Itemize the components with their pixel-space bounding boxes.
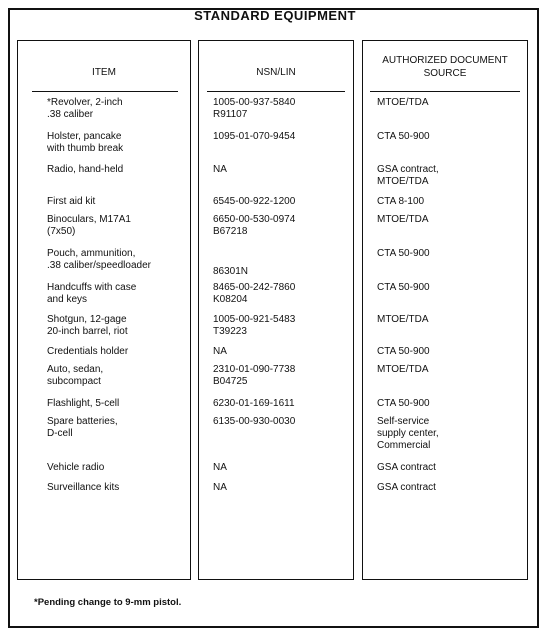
nsn-cell: 8465-00-242-7860 K08204 bbox=[213, 282, 296, 305]
item-cell: First aid kit bbox=[47, 196, 96, 207]
source-cell: GSA contract bbox=[377, 462, 436, 473]
source-cell: Self-service supply center, Commercial bbox=[377, 416, 439, 451]
footnote: *Pending change to 9-mm pistol. bbox=[34, 597, 182, 608]
item-cell: Surveillance kits bbox=[47, 482, 120, 493]
nsn-cell: 86301N bbox=[213, 266, 249, 277]
nsn-cell: 6545-00-922-1200 bbox=[213, 196, 296, 207]
source-cell: CTA 50-900 bbox=[377, 248, 430, 259]
source-cell: CTA 50-900 bbox=[377, 398, 430, 409]
nsn-header: NSN/LIN bbox=[256, 67, 296, 78]
nsn-cell: 1005-00-937-5840 R91107 bbox=[213, 97, 296, 120]
nsn-cell: NA bbox=[213, 462, 227, 473]
nsn-cell: 1095-01-070-9454 bbox=[213, 131, 296, 142]
source-cell: CTA 50-900 bbox=[377, 282, 430, 293]
nsn-cell: NA bbox=[213, 346, 227, 357]
nsn-cell: NA bbox=[213, 164, 227, 175]
nsn-cell: NA bbox=[213, 482, 227, 493]
nsn-header-rule bbox=[207, 91, 345, 92]
item-cell: Holster, pancake with thumb break bbox=[47, 131, 124, 154]
item-cell: Auto, sedan, subcompact bbox=[47, 364, 104, 387]
item-cell: Pouch, ammunition, .38 caliber/speedloader bbox=[47, 248, 151, 271]
source-cell: MTOE/TDA bbox=[377, 214, 429, 225]
nsn-cell: 2310-01-090-7738 B04725 bbox=[213, 364, 296, 387]
page-title: STANDARD EQUIPMENT bbox=[194, 8, 356, 23]
source-cell: CTA 50-900 bbox=[377, 346, 430, 357]
item-cell: *Revolver, 2-inch .38 caliber bbox=[47, 97, 123, 120]
source-header: AUTHORIZED DOCUMENT SOURCE bbox=[382, 55, 508, 79]
item-cell: Spare batteries, D-cell bbox=[47, 416, 118, 439]
item-cell: Shotgun, 12-gage 20-inch barrel, riot bbox=[47, 314, 128, 337]
nsn-column bbox=[198, 40, 354, 580]
nsn-cell: 6650-00-530-0974 B67218 bbox=[213, 214, 296, 237]
source-column bbox=[362, 40, 528, 580]
nsn-cell: 6135-00-930-0030 bbox=[213, 416, 296, 427]
source-cell: MTOE/TDA bbox=[377, 364, 429, 375]
item-cell: Credentials holder bbox=[47, 346, 129, 357]
source-cell: MTOE/TDA bbox=[377, 314, 429, 325]
nsn-cell: 1005-00-921-5483 T39223 bbox=[213, 314, 296, 337]
source-cell: GSA contract bbox=[377, 482, 436, 493]
item-cell: Handcuffs with case and keys bbox=[47, 282, 137, 305]
item-cell: Vehicle radio bbox=[47, 462, 105, 473]
source-cell: CTA 50-900 bbox=[377, 131, 430, 142]
item-cell: Binoculars, M17A1 (7x50) bbox=[47, 214, 131, 237]
item-header: ITEM bbox=[92, 67, 116, 78]
item-header-rule bbox=[32, 91, 178, 92]
source-cell: CTA 8-100 bbox=[377, 196, 425, 207]
source-cell: GSA contract, MTOE/TDA bbox=[377, 164, 439, 187]
source-cell: MTOE/TDA bbox=[377, 97, 429, 108]
nsn-cell: 6230-01-169-1611 bbox=[213, 398, 295, 409]
source-header-rule bbox=[370, 91, 520, 92]
item-column bbox=[17, 40, 191, 580]
item-cell: Flashlight, 5-cell bbox=[47, 398, 120, 409]
item-cell: Radio, hand-held bbox=[47, 164, 124, 175]
